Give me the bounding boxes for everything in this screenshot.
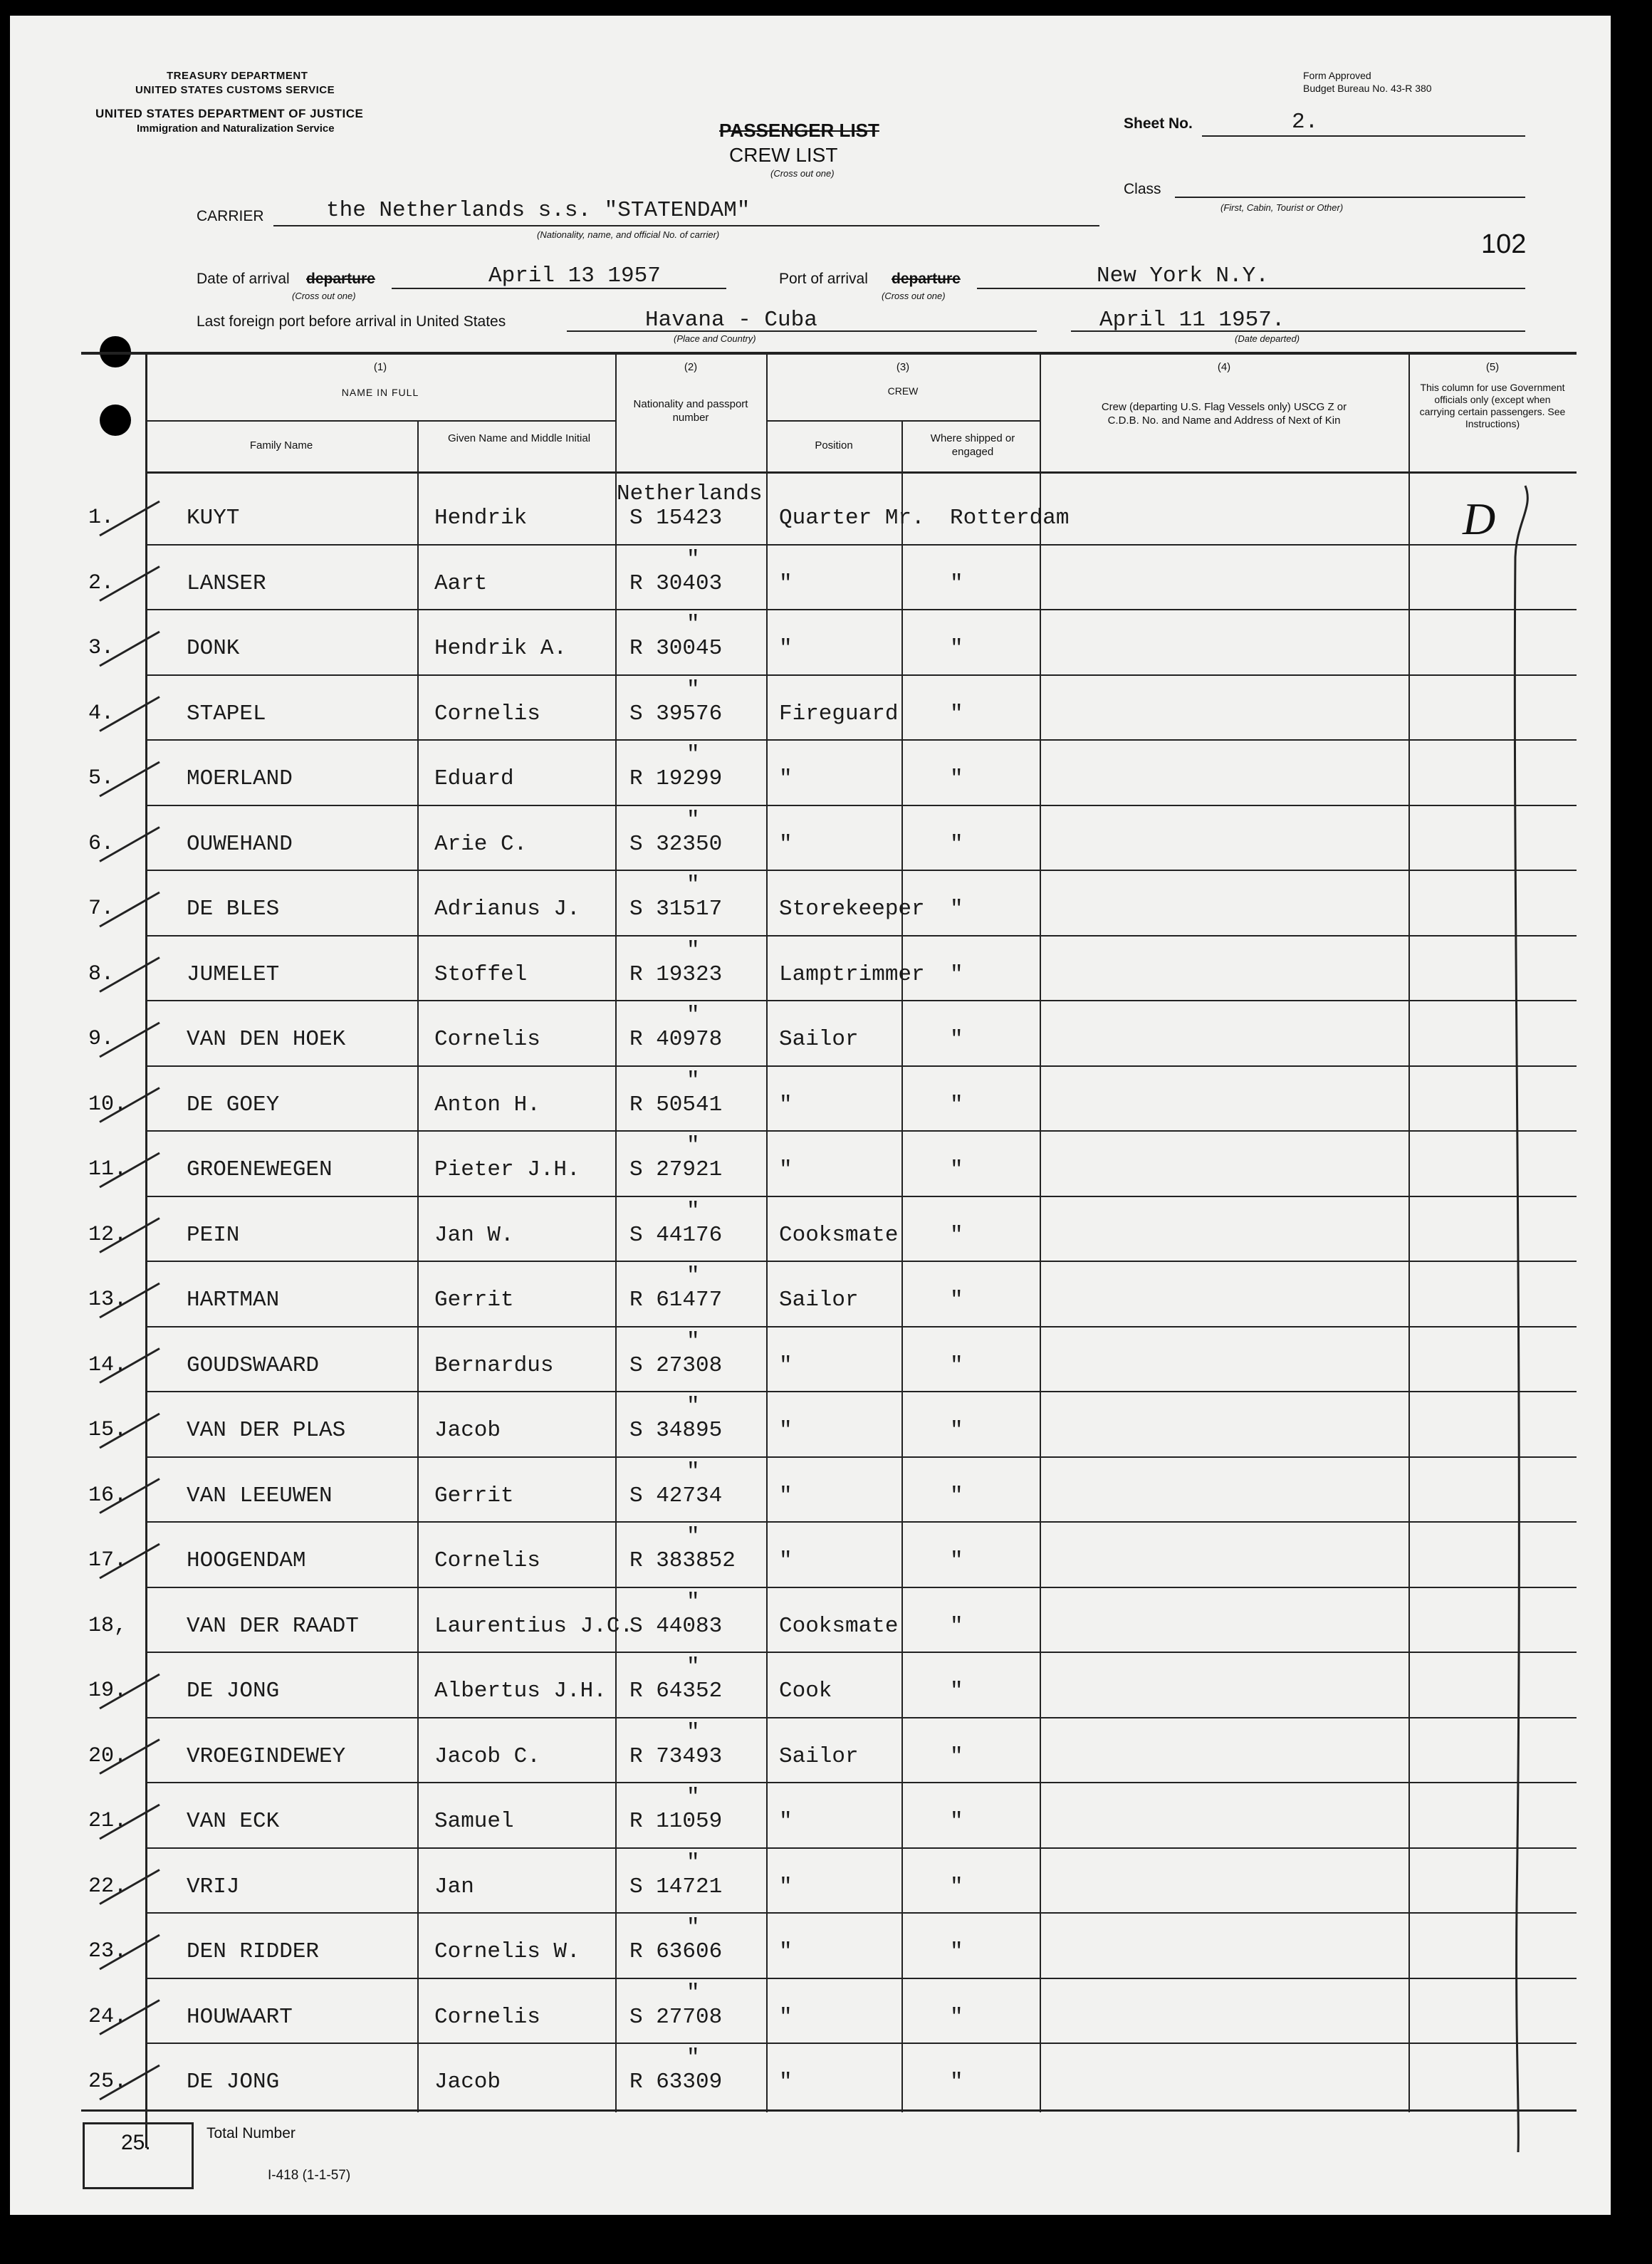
nationality: " <box>686 1328 700 1354</box>
row-number: 2. <box>88 570 115 595</box>
family-name: VAN DEN HOEK <box>187 1027 346 1052</box>
given-name: Adrianus J. <box>434 897 580 922</box>
family-name: STAPEL <box>187 701 266 726</box>
col2-number: (2) <box>684 361 698 373</box>
position: " <box>779 1092 793 1117</box>
given-name: Stoffel <box>434 961 528 987</box>
row-number: 14. <box>88 1352 127 1377</box>
row-number: 7. <box>88 897 115 921</box>
passport-number: R 383852 <box>629 1548 736 1573</box>
where-shipped: " <box>950 1027 963 1052</box>
nationality: " <box>686 1654 700 1679</box>
port-of-arrival-label: Port of arrival <box>779 271 868 287</box>
position: " <box>779 1483 793 1508</box>
passport-number: R 30403 <box>629 570 723 596</box>
family-name: DE GOEY <box>187 1092 280 1117</box>
passport-number: R 50541 <box>629 1092 723 1117</box>
class-note: (First, Cabin, Tourist or Other) <box>1220 202 1344 213</box>
given-name: Albertus J.H. <box>434 1679 607 1704</box>
where-shipped: " <box>950 1418 963 1443</box>
passport-number: S 44083 <box>629 1613 723 1639</box>
passport-number: S 39576 <box>629 701 723 726</box>
where-shipped: " <box>950 1352 963 1378</box>
family-name: VAN ECK <box>187 1809 280 1834</box>
where-shipped: " <box>950 961 963 987</box>
check-tick <box>100 501 160 536</box>
given-name: Cornelis W. <box>434 1939 580 1964</box>
position: Lamptrimmer <box>779 961 925 987</box>
check-tick <box>100 762 160 796</box>
position: " <box>779 766 793 791</box>
row-number: 16. <box>88 1483 127 1508</box>
passport-number: S 42734 <box>629 1483 723 1508</box>
where-shipped: " <box>950 2070 963 2095</box>
departed-date-note: (Date departed) <box>1235 333 1300 344</box>
check-tick <box>100 892 160 927</box>
handwritten-tick-marks <box>10 16 1611 2215</box>
family-name: DE JONG <box>187 1679 280 1704</box>
col5-number: (5) <box>1485 361 1500 373</box>
given-name: Aart <box>434 570 488 596</box>
nationality: " <box>686 1459 700 1484</box>
family-name: VAN LEEUWEN <box>187 1483 333 1508</box>
given-name: Pieter J.H. <box>434 1157 580 1182</box>
passport-number: R 40978 <box>629 1027 723 1052</box>
total-value: 25. <box>121 2131 151 2154</box>
carrier-label: CARRIER <box>197 208 264 224</box>
nationality: " <box>686 1915 700 1940</box>
nationality: " <box>686 1133 700 1158</box>
row-number: 23. <box>88 1939 127 1963</box>
passport-number: R 63606 <box>629 1939 723 1964</box>
position: " <box>779 1157 793 1182</box>
total-label: Total Number <box>206 2125 296 2142</box>
nationality: " <box>686 742 700 767</box>
where-shipped: " <box>950 1288 963 1313</box>
check-tick <box>100 828 160 862</box>
where-shipped: " <box>950 1157 963 1182</box>
document-page <box>10 16 1611 2215</box>
official-mark: D <box>1463 494 1496 544</box>
given-name: Cornelis <box>434 2004 540 2030</box>
where-shipped: " <box>950 897 963 922</box>
position: " <box>779 636 793 661</box>
position: Cooksmate <box>779 1613 899 1639</box>
col3b-header: Where shipped or engaged <box>930 432 1015 458</box>
given-name: Arie C. <box>434 831 528 857</box>
where-shipped: " <box>950 1809 963 1834</box>
date-of-arrival-label: Date of arrival <box>197 271 290 287</box>
carrier-note: (Nationality, name, and official No. of carrier) <box>537 229 720 240</box>
crew-list-title: CREW LIST <box>729 144 838 166</box>
where-shipped: " <box>950 1092 963 1117</box>
row-number: 22. <box>88 1874 127 1899</box>
check-tick <box>100 1023 160 1057</box>
row-number: 17. <box>88 1548 127 1572</box>
port-note: (Cross out one) <box>882 291 946 301</box>
where-shipped: " <box>950 831 963 857</box>
arrival-date-value: April 13 1957 <box>488 264 661 288</box>
row-number: 12. <box>88 1222 127 1247</box>
check-tick <box>100 567 160 601</box>
row-number: 1. <box>88 506 115 530</box>
nationality: " <box>686 1394 700 1419</box>
family-name: VROEGINDEWEY <box>187 1743 346 1769</box>
check-tick <box>100 1479 160 1513</box>
where-shipped: " <box>950 766 963 791</box>
passport-number: S 27708 <box>629 2004 723 2030</box>
row-number: 24. <box>88 2004 127 2029</box>
check-tick <box>100 1414 160 1448</box>
position: " <box>779 1548 793 1573</box>
nationality: Netherlands <box>617 481 763 506</box>
row-number: 5. <box>88 766 115 791</box>
nationality: " <box>686 1980 700 2005</box>
family-name: KUYT <box>187 506 240 531</box>
nationality: " <box>686 612 700 637</box>
passport-number: R 73493 <box>629 1743 723 1769</box>
position: Cook <box>779 1679 832 1704</box>
class-label: Class <box>1124 181 1161 197</box>
row-number: 21. <box>88 1809 127 1833</box>
check-tick <box>100 1219 160 1253</box>
row-number: 6. <box>88 831 115 856</box>
nationality: " <box>686 1719 700 1745</box>
col1b-header: Given Name and Middle Initial <box>447 432 591 444</box>
given-name: Anton H. <box>434 1092 540 1117</box>
family-name: VRIJ <box>187 1874 240 1899</box>
given-name: Jacob <box>434 1418 501 1443</box>
given-name: Eduard <box>434 766 514 791</box>
col3-number: (3) <box>896 361 910 373</box>
where-shipped: " <box>950 1874 963 1899</box>
family-name: DONK <box>187 636 240 661</box>
position: " <box>779 1418 793 1443</box>
position: Cooksmate <box>779 1222 899 1248</box>
col1-number: (1) <box>373 361 387 373</box>
passport-number: S 44176 <box>629 1222 723 1248</box>
port-departure-crossed: departure <box>892 271 961 287</box>
where-shipped: " <box>950 1548 963 1573</box>
check-tick <box>100 1805 160 1839</box>
passport-number: S 27308 <box>629 1352 723 1378</box>
where-shipped: " <box>950 1222 963 1248</box>
col5-header: This column for use Government officials only (except when carrying certain passengers. See Instructions) <box>1419 382 1566 429</box>
nationality: " <box>686 1198 700 1224</box>
given-name: Laurentius J.C. <box>434 1613 634 1639</box>
where-shipped: Rotterdam <box>950 506 1070 531</box>
carrier-value: the Netherlands s.s. "STATENDAM" <box>326 198 751 223</box>
row-number: 13. <box>88 1288 127 1312</box>
where-shipped: " <box>950 1939 963 1964</box>
where-shipped: " <box>950 570 963 596</box>
position: Quarter Mr. <box>779 506 925 531</box>
family-name: OUWEHAND <box>187 831 293 857</box>
position: " <box>779 831 793 857</box>
passport-number: R 30045 <box>629 636 723 661</box>
passport-number: R 11059 <box>629 1809 723 1834</box>
check-tick <box>100 1349 160 1383</box>
position: " <box>779 1939 793 1964</box>
sheet-label: Sheet No. <box>1124 115 1193 132</box>
col4-number: (4) <box>1217 361 1231 373</box>
family-name: HOUWAART <box>187 2004 293 2030</box>
family-name: VAN DER RAADT <box>187 1613 359 1639</box>
where-shipped: " <box>950 701 963 726</box>
row-number: 8. <box>88 961 115 986</box>
col3-header: CREW <box>887 385 919 397</box>
family-name: VAN DER PLAS <box>187 1418 346 1443</box>
family-name: LANSER <box>187 570 266 596</box>
col1-header: NAME IN FULL <box>341 387 419 398</box>
check-tick <box>100 1870 160 1904</box>
given-name: Jacob C. <box>434 1743 540 1769</box>
passport-number: R 63309 <box>629 2070 723 2095</box>
nationality: " <box>686 1524 700 1549</box>
given-name: Hendrik <box>434 506 528 531</box>
family-name: GROENEWEGEN <box>187 1157 333 1182</box>
given-name: Cornelis <box>434 1548 540 1573</box>
passport-number: R 19323 <box>629 961 723 987</box>
given-name: Cornelis <box>434 1027 540 1052</box>
check-tick <box>100 1088 160 1122</box>
where-shipped: " <box>950 636 963 661</box>
passenger-list-crossed: PASSENGER LIST <box>719 120 879 141</box>
form-code: I-418 (1-1-57) <box>268 2168 351 2183</box>
agency-line-3: UNITED STATES DEPARTMENT OF JUSTICE <box>95 107 364 120</box>
family-name: DE BLES <box>187 897 280 922</box>
agency-line-2: UNITED STATES CUSTOMS SERVICE <box>135 84 335 96</box>
where-shipped: " <box>950 1743 963 1769</box>
budget-bureau-number: Budget Bureau No. 43-R 380 <box>1303 83 1432 94</box>
last-port-value: Havana - Cuba <box>645 308 817 333</box>
family-name: HOOGENDAM <box>187 1548 306 1573</box>
position: " <box>779 1809 793 1834</box>
official-vertical-line <box>1491 479 1548 2159</box>
title-note: (Cross out one) <box>770 168 835 179</box>
given-name: Cornelis <box>434 701 540 726</box>
check-tick <box>100 1544 160 1578</box>
nationality: " <box>686 807 700 833</box>
row-number: 15. <box>88 1418 127 1442</box>
date-departure-crossed: departure <box>306 271 375 287</box>
family-name: JUMELET <box>187 961 280 987</box>
position: Storekeeper <box>779 897 925 922</box>
col3a-header: Position <box>815 439 853 452</box>
check-tick <box>100 1935 160 1969</box>
check-tick <box>100 697 160 731</box>
family-name: DE JONG <box>187 2070 280 2095</box>
nationality: " <box>686 1003 700 1028</box>
check-tick <box>100 632 160 666</box>
position: " <box>779 1874 793 1899</box>
last-port-label: Last foreign port before arrival in United States <box>197 313 506 330</box>
position: " <box>779 2070 793 2095</box>
passport-number: S 32350 <box>629 831 723 857</box>
nationality: " <box>686 937 700 963</box>
check-tick <box>100 1674 160 1709</box>
row-number: 19. <box>88 1679 127 1703</box>
row-number: 9. <box>88 1027 115 1051</box>
nationality: " <box>686 2045 700 2070</box>
row-number: 3. <box>88 636 115 660</box>
given-name: Jan <box>434 1874 474 1899</box>
nationality: " <box>686 677 700 702</box>
arrival-port-value: New York N.Y. <box>1097 264 1269 288</box>
departed-date-value: April 11 1957. <box>1099 308 1285 333</box>
agency-line-1: TREASURY DEPARTMENT <box>167 70 308 82</box>
given-name: Jan W. <box>434 1222 514 1248</box>
nationality: " <box>686 1850 700 1875</box>
position: Sailor <box>779 1743 859 1769</box>
check-tick <box>100 1283 160 1318</box>
given-name: Gerrit <box>434 1483 514 1508</box>
family-name: GOUDSWAARD <box>187 1352 320 1378</box>
nationality: " <box>686 546 700 572</box>
passport-number: S 31517 <box>629 897 723 922</box>
row-number: 11. <box>88 1157 127 1181</box>
form-approved: Form Approved <box>1303 70 1371 81</box>
passport-number: S 27921 <box>629 1157 723 1182</box>
nationality: " <box>686 1068 700 1093</box>
family-name: PEIN <box>187 1222 240 1248</box>
given-name: Bernardus <box>434 1352 554 1378</box>
page-number: 102 <box>1481 229 1527 259</box>
where-shipped: " <box>950 1483 963 1508</box>
row-number: 4. <box>88 701 115 726</box>
position: Fireguard <box>779 701 899 726</box>
col2-header: Nationality and passport number <box>633 398 748 424</box>
col1a-header: Family Name <box>249 439 313 452</box>
check-tick <box>100 2065 160 2099</box>
agency-line-4: Immigration and Naturalization Service <box>137 122 335 135</box>
row-number: 25. <box>88 2070 127 2094</box>
last-port-note: (Place and Country) <box>674 333 756 344</box>
passport-number: R 64352 <box>629 1679 723 1704</box>
family-name: MOERLAND <box>187 766 293 791</box>
where-shipped: " <box>950 2004 963 2030</box>
where-shipped: " <box>950 1613 963 1639</box>
position: " <box>779 1352 793 1378</box>
family-name: HARTMAN <box>187 1288 280 1313</box>
nationality: " <box>686 1589 700 1614</box>
position: Sailor <box>779 1288 859 1313</box>
row-number: 20. <box>88 1743 127 1768</box>
given-name: Hendrik A. <box>434 636 568 661</box>
check-tick <box>100 1153 160 1187</box>
nationality: " <box>686 1263 700 1288</box>
position: " <box>779 2004 793 2030</box>
sheet-number: 2. <box>1292 110 1319 135</box>
check-tick <box>100 1740 160 1774</box>
position: Sailor <box>779 1027 859 1052</box>
given-name: Samuel <box>434 1809 514 1834</box>
check-tick <box>100 2000 160 2035</box>
passport-number: R 61477 <box>629 1288 723 1313</box>
passport-number: S 14721 <box>629 1874 723 1899</box>
position: " <box>779 570 793 596</box>
passport-number: S 34895 <box>629 1418 723 1443</box>
given-name: Jacob <box>434 2070 501 2095</box>
date-note: (Cross out one) <box>292 291 356 301</box>
given-name: Gerrit <box>434 1288 514 1313</box>
row-number: 18, <box>88 1613 127 1638</box>
check-tick <box>100 958 160 992</box>
row-number: 10. <box>88 1092 127 1117</box>
where-shipped: " <box>950 1679 963 1704</box>
family-name: DEN RIDDER <box>187 1939 320 1964</box>
col4-header: Crew (departing U.S. Flag Vessels only) USCG Z or C.D.B. No. and Name and Address of Next of Kin <box>1101 401 1347 427</box>
nationality: " <box>686 1785 700 1810</box>
passport-number: R 19299 <box>629 766 723 791</box>
passport-number: S 15423 <box>629 506 723 531</box>
nationality: " <box>686 872 700 897</box>
